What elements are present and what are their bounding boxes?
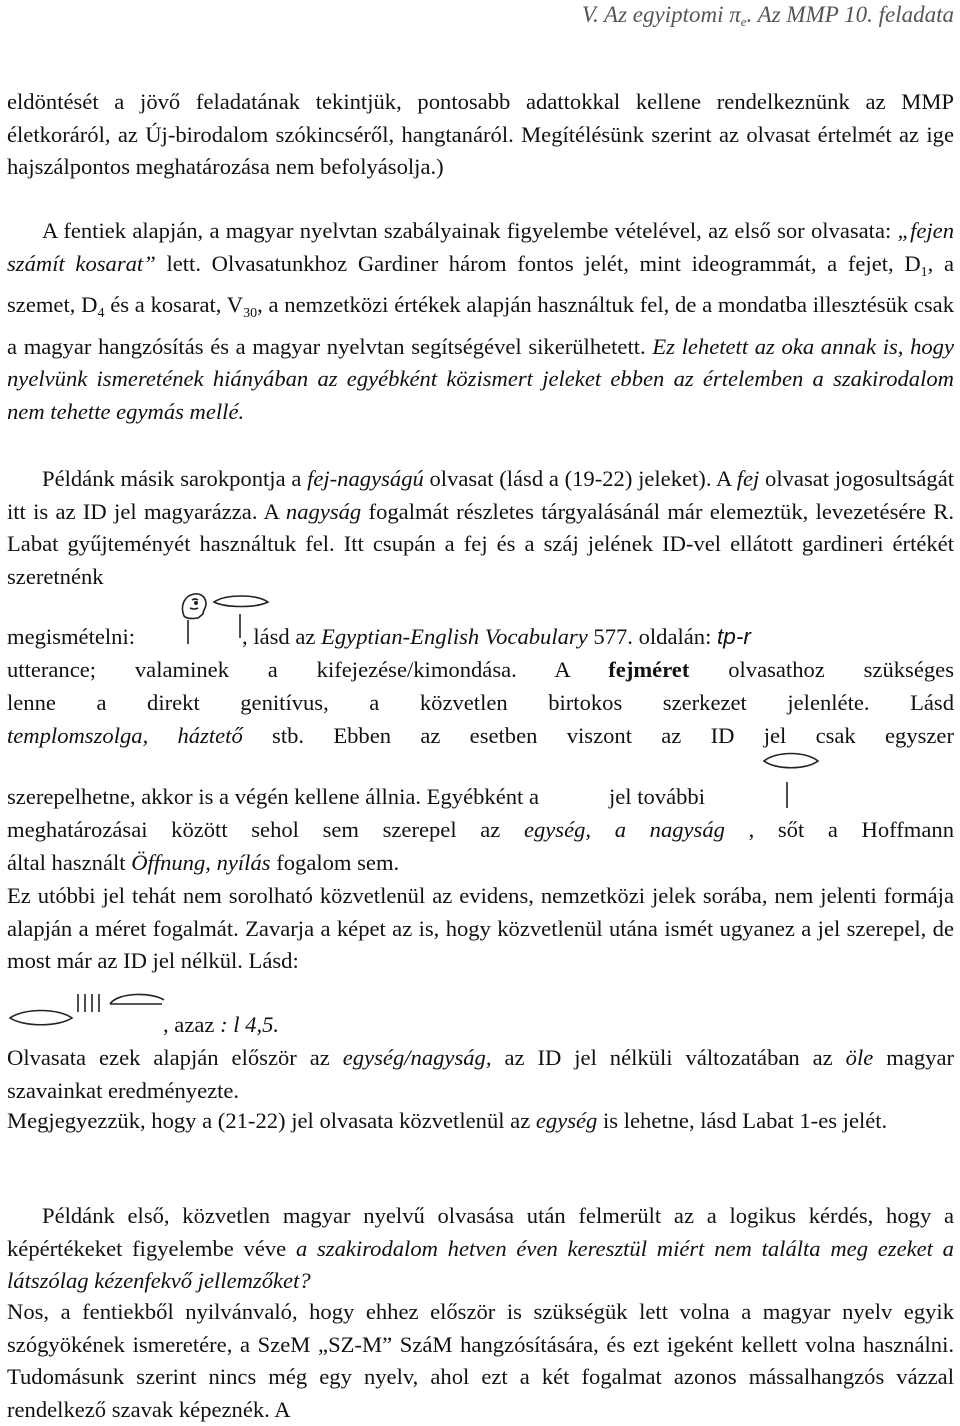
line-altal: által használt Öffnung, nyílás fogalom sem. — [7, 850, 400, 875]
line-szerepelhetne: szerepelhetne, akkor is a végén kellene állnia. Egyébként a jel további — [7, 784, 705, 809]
line-azaz: , azaz : l 4,5. — [163, 1012, 280, 1037]
paragraph-1: eldöntését a jövő feladatának tekintjük, pontosabb adattokkal kellene rendelkeznünk az MMP életkoráról, az Új-birodalom szókincséről, hangtanáról. Megítélésünk szerint az olvasat értelmét az ige hajszálpontos meghatározása nem befolyásolja.) — [7, 89, 954, 179]
paragraph-5: Olvasata ezek alapján először az egység/nagyság, az ID jel nélküli változatában az öle magyar szavainkat eredményezte. — [7, 1045, 954, 1103]
stroke-hieroglyph — [782, 780, 792, 810]
pi-symbol: π — [729, 2, 741, 27]
mouth-hieroglyph — [214, 596, 268, 607]
running-header: V. Az egyiptomi πe. Az MMP 10. feladata — [581, 2, 954, 29]
paragraph-4: Ez utóbbi jel tehát nem sorolható közvetlenül az evidens, nemzetközi jelek sorába, nem jelenti formája alapján a méret fogalmát. Zavarja a képet az is, hogy közvetlenül utána ismét ugyanez a jel szerepel, de most már az ID jel nélkül. Lásd: — [7, 883, 954, 973]
mouth-hieroglyph — [760, 748, 822, 774]
line-templomszolga: templomszolga, háztető stb. Ebben az esetben viszont az ID jel csak egyszer — [7, 723, 954, 748]
basket-hieroglyph — [110, 994, 164, 1004]
paragraph-2: A fentiek alapján, a magyar nyelvtan szabályainak figyelembe vételével, az első sor olvasata: „fejen számít kosarat” lett. Olvasatunkhoz Gardiner három fontos jelét, mint ideogrammát, a fejet, $D_1$, a szemet, $D_4$ és a kosarat, $V_{30}$, a nemzetközi értékek alapján használtuk fel, de a mondatba illesztésük csak a magyar hangzósítás és a magyar nyelvtan segítségével sikerülhetett. Ez lehetett az oka annak is, hogy nyelvünk ismeretének hiányában az egyébként közismert jeleket ebben az értelemben a szakirodalom nem tehette egymás mellé. — [7, 218, 955, 424]
head-hieroglyph — [182, 594, 206, 619]
paragraph-6: Megjegyezzük, hogy a (21-22) jel olvasata közvetlenül az egység is lehetne, lásd Labat 1-es jelét. — [7, 1108, 888, 1133]
paragraph-7: Példánk első, közvetlen magyar nyelvű olvasása után felmerült az a logikus kérdés, hogy a képértékeket figyelembe véve a szakirodalom hetven éven keresztül miért nem találta meg ezeket a látszólag kézenfekvő jellemzőket? — [7, 1203, 954, 1293]
paragraph-8: Nos, a fentiekből nyilvánvaló, hogy ehhez először is szükségük lett volna a magyar nyelv egyik szógyökének ismeretére, a SzeM „SZ-M” SzáM hangzósítására, és ezt igeként kellett volna használni. Tudomásunk szerint nincs még egy nyelv, ahol ezt a két fogalmat azonos mássalhangzós vázzal rendelkező szavak képeznék. A — [7, 1299, 954, 1422]
paragraph-3: Példánk másik sarokpontja a fej-nagyságú olvasat (lásd a (19-22) jeleket). A fej olvasat jogosultságát itt is az ID jel magyarázza. A nagyság fogalmát részletes tárgyalásánál már elemeztük, levezetésére R. Labat gyűjteményét használtuk fel. Itt csupán a fej és a száj jelének ID-vel ellátott gardineri értékét szeretnénk — [7, 466, 955, 589]
line-lenne: lenne a direkt genitívus, a közvetlen birtokos szerkezet jelenléte. Lásd — [7, 690, 954, 715]
line-megismetelni: megismételni: , lásd az Egyptian-English Vocabulary 577. oldalán: tp-r — [7, 624, 751, 649]
line-utterance: utterance; valaminek a kifejezése/kimondása. A fejméret olvasathoz szükséges — [7, 657, 954, 682]
line-meghatarozasai: meghatározásai között sehol sem szerepel az egység, a nagyság , sőt a Hoffmann — [7, 817, 954, 842]
